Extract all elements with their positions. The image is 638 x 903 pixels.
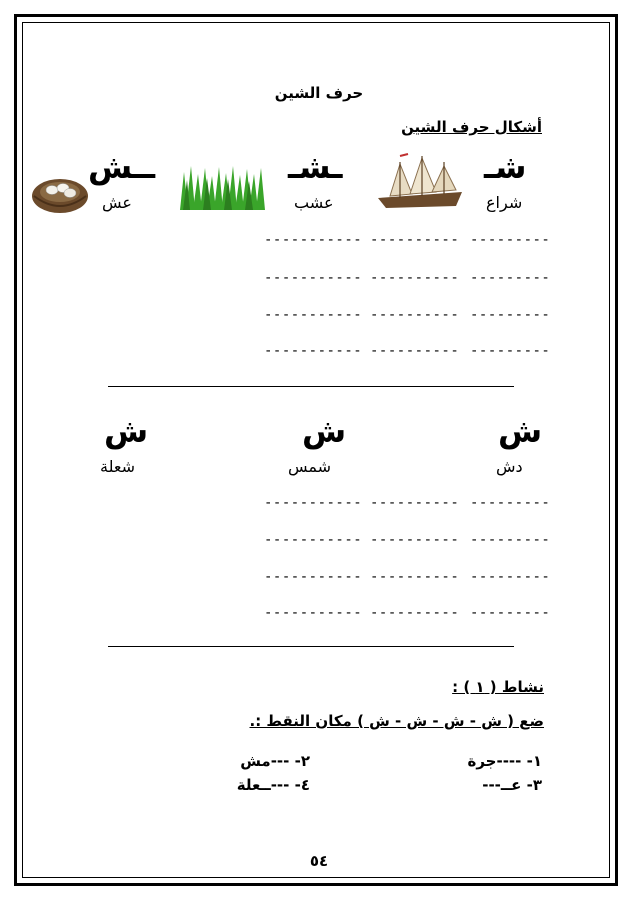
practice-dash: --------- <box>470 232 551 248</box>
word-shiraa: شراع <box>486 193 523 212</box>
word-ush: عش <box>102 193 132 212</box>
word-shams: شمس <box>288 457 332 476</box>
practice-dash: --------- <box>470 343 551 359</box>
nest-image <box>30 170 90 216</box>
practice-dash: ---------- <box>370 569 460 585</box>
activity-heading: نشاط ( ١ ) : <box>452 678 544 696</box>
practice-dash: ----------- <box>264 307 363 323</box>
practice-dash: ----------- <box>264 270 363 286</box>
practice-dash: ----------- <box>264 569 363 585</box>
practice-dash: ---------- <box>370 495 460 511</box>
activity-item-4: ٤- ---ــعلة <box>236 776 310 794</box>
letter-final-form: ــش <box>88 148 156 186</box>
practice-dash: ----------- <box>264 532 363 548</box>
practice-dash: ---------- <box>370 232 460 248</box>
section-divider <box>108 386 514 387</box>
word-ushb: عشب <box>294 193 334 212</box>
practice-dash: ---------- <box>370 270 460 286</box>
word-dush: دش <box>496 457 523 476</box>
section-divider <box>108 646 514 647</box>
letter-initial-form: شـ <box>484 148 527 186</box>
practice-dash: ---------- <box>370 307 460 323</box>
word-shula: شعلة <box>100 457 135 476</box>
activity-item-1: ١- ----جرة <box>467 752 542 770</box>
letter-isolated-3: ش <box>104 412 149 450</box>
practice-dash: --------- <box>470 495 551 511</box>
page-number: ٥٤ <box>309 852 329 870</box>
practice-dash: ----------- <box>264 343 363 359</box>
practice-dash: ----------- <box>264 495 363 511</box>
ship-image <box>370 152 470 214</box>
letter-medial-form: ـشـ <box>288 148 343 186</box>
section-subtitle: أشكال حرف الشين <box>401 118 542 136</box>
practice-dash: ---------- <box>370 343 460 359</box>
practice-dash: ---------- <box>370 605 460 621</box>
practice-dash: --------- <box>470 569 551 585</box>
letter-isolated-1: ش <box>498 412 543 450</box>
letter-isolated-2: ش <box>302 412 347 450</box>
practice-dash: ----------- <box>264 605 363 621</box>
practice-dash: --------- <box>470 270 551 286</box>
practice-dash: ---------- <box>370 532 460 548</box>
activity-instruction: ضع ( ش - ش - ش - ش ) مكان النقط :. <box>249 712 544 730</box>
practice-dash: --------- <box>470 307 551 323</box>
activity-item-2: ٢- ---مش <box>240 752 310 770</box>
grass-image <box>178 164 266 210</box>
practice-dash: --------- <box>470 532 551 548</box>
practice-dash: ----------- <box>264 232 363 248</box>
activity-item-3: ٣- عــ--- <box>482 776 542 794</box>
page-title: حرف الشين <box>274 84 364 102</box>
practice-dash: --------- <box>470 605 551 621</box>
